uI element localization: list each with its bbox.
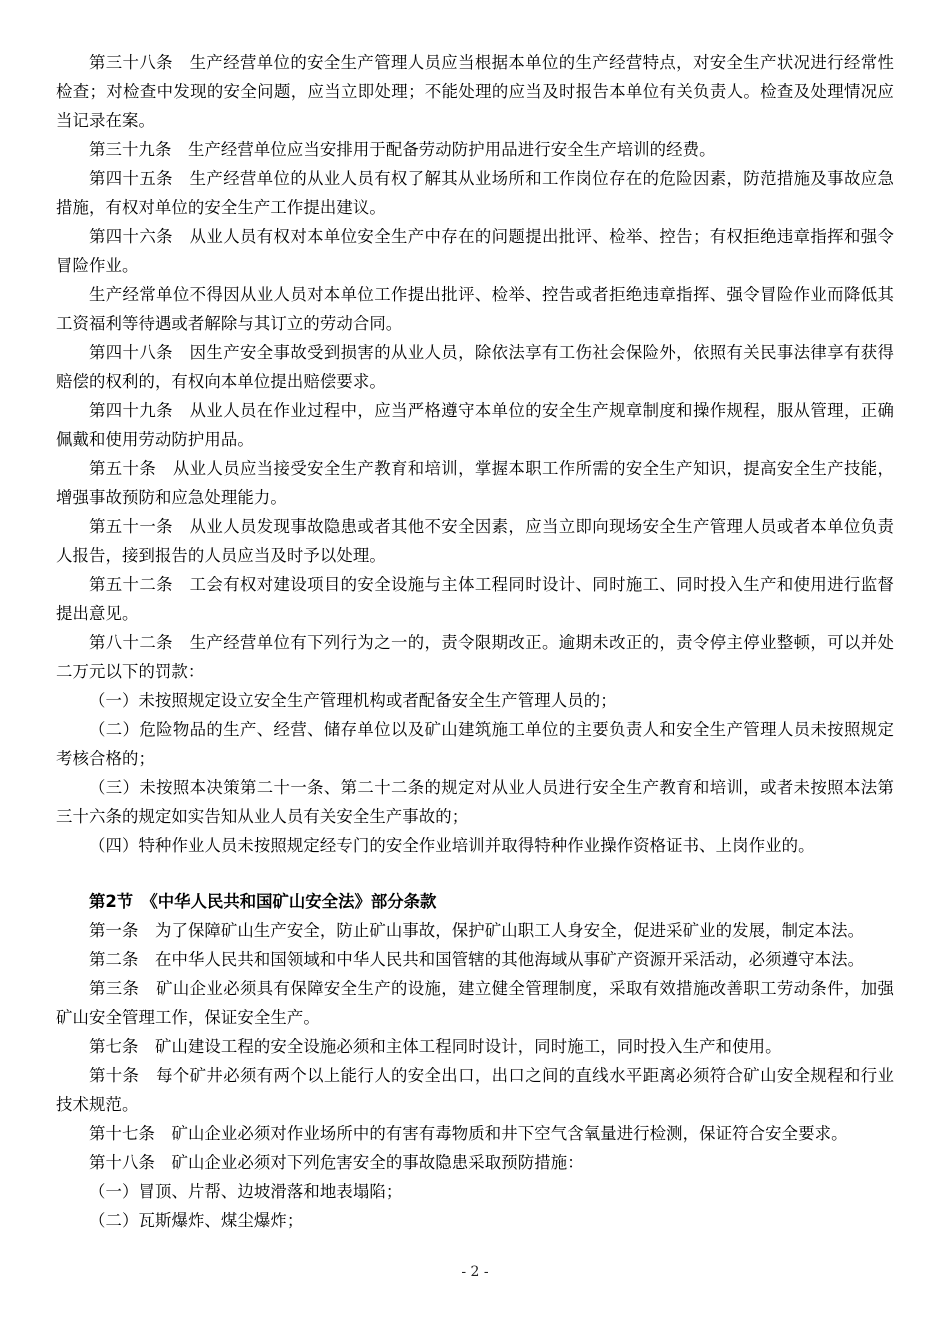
mine-article-7: 第七条 矿山建设工程的安全设施必须和主体工程同时设计，同时施工，同时投入生产和使用。 — [89, 1037, 782, 1056]
article-46-continued: 生产经常单位不得因从业人员对本单位工作提出批评、检举、控告或者拒绝违章指挥、强令冒险作业而降低其工资福利等待遇或者解除与其订立的劳动合同。 — [56, 285, 894, 333]
article-46: 第四十六条 从业人员有权对本单位安全生产中存在的问题提出批评、检举、控告；有权拒绝违章指挥和强令冒险作业。 — [56, 227, 894, 275]
mine-article-18-item-1: （一）冒顶、片帮、边坡滑落和地表塌陷； — [89, 1182, 403, 1201]
article-49: 第四十九条 从业人员在作业过程中，应当严格遵守本单位的安全生产规章制度和操作规程，服从管理，正确佩戴和使用劳动防护用品。 — [56, 401, 894, 449]
article-48: 第四十八条 因生产安全事故受到损害的从业人员，除依法享有工伤社会保险外，依照有关民事法律享有获得赔偿的权利的，有权向本单位提出赔偿要求。 — [56, 343, 894, 391]
article-82-item-1: （一）未按照规定设立安全生产管理机构或者配备安全生产管理人员的； — [89, 691, 617, 710]
mine-article-18: 第十八条 矿山企业必须对下列危害安全的事故隐患采取预防措施： — [89, 1153, 584, 1172]
section-spacer — [56, 860, 894, 887]
page-number: - 2 - — [461, 1264, 489, 1280]
article-45: 第四十五条 生产经营单位的从业人员有权了解其从业场所和工作岗位存在的危险因素，防范措施及事故应急措施，有权对单位的安全生产工作提出建议。 — [56, 169, 894, 217]
article-39: 第三十九条 生产经营单位应当安排用于配备劳动防护用品进行安全生产培训的经费。 — [89, 140, 716, 159]
article-82: 第八十二条 生产经营单位有下列行为之一的，责令限期改正。逾期未改正的，责令停主停业整顿，可以并处二万元以下的罚款： — [56, 633, 894, 681]
articles-part2 — [56, 916, 894, 1235]
article-82-item-4: （四）特种作业人员未按照规定经专门的安全作业培训并取得特种作业操作资格证书、上岗作业的。 — [89, 836, 815, 855]
section-heading: 第2节 《中华人民共和国矿山安全法》部分条款 — [89, 892, 437, 911]
article-51: 第五十一条 从业人员发现事故隐患或者其他不安全因素，应当立即向现场安全生产管理人员或者本单位负责人报告，接到报告的人员应当及时予以处理。 — [56, 517, 894, 565]
article-52: 第五十二条 工会有权对建设项目的安全设施与主体工程同时设计、同时施工、同时投入生产和使用进行监督提出意见。 — [56, 575, 894, 623]
article-82-item-3: （三）未按照本决策第二十一条、第二十二条的规定对从业人员进行安全生产教育和培训，或者未按照本法第三十六条的规定如实告知从业人员有关安全生产事故的； — [56, 778, 894, 826]
document-page — [56, 48, 894, 1235]
article-38: 第三十八条 生产经营单位的安全生产管理人员应当根据本单位的生产经营特点，对安全生产状况进行经常性检查；对检查中发现的安全问题，应当立即处理；不能处理的应当及时报告本单位有关负责人。检查及处理情况应当记录在案。 — [56, 53, 894, 130]
articles-part1 — [56, 48, 894, 860]
mine-article-1: 第一条 为了保障矿山生产安全，防止矿山事故，保护矿山职工人身安全，促进采矿业的发展，制定本法。 — [89, 921, 865, 940]
mine-article-18-item-2: （二）瓦斯爆炸、煤尘爆炸； — [89, 1211, 304, 1230]
article-82-item-2: （二）危险物品的生产、经营、储存单位以及矿山建筑施工单位的主要负责人和安全生产管理人员未按照规定考核合格的； — [56, 720, 894, 768]
mine-article-17: 第十七条 矿山企业必须对作业场所中的有害有毒物质和井下空气含氧量进行检测，保证符合安全要求。 — [89, 1124, 848, 1143]
mine-article-2: 第二条 在中华人民共和国领域和中华人民共和国管辖的其他海域从事矿产资源开采活动，必须遵守本法。 — [89, 950, 865, 969]
article-50: 第五十条 从业人员应当接受安全生产教育和培训，掌握本职工作所需的安全生产知识，提高安全生产技能，增强事故预防和应急处理能力。 — [56, 459, 894, 507]
mine-article-3: 第三条 矿山企业必须具有保障安全生产的设施，建立健全管理制度，采取有效措施改善职工劳动条件，加强矿山安全管理工作，保证安全生产。 — [56, 979, 894, 1027]
mine-article-10: 第十条 每个矿井必须有两个以上能行人的安全出口，出口之间的直线水平距离必须符合矿山安全规程和行业技术规范。 — [56, 1066, 894, 1114]
